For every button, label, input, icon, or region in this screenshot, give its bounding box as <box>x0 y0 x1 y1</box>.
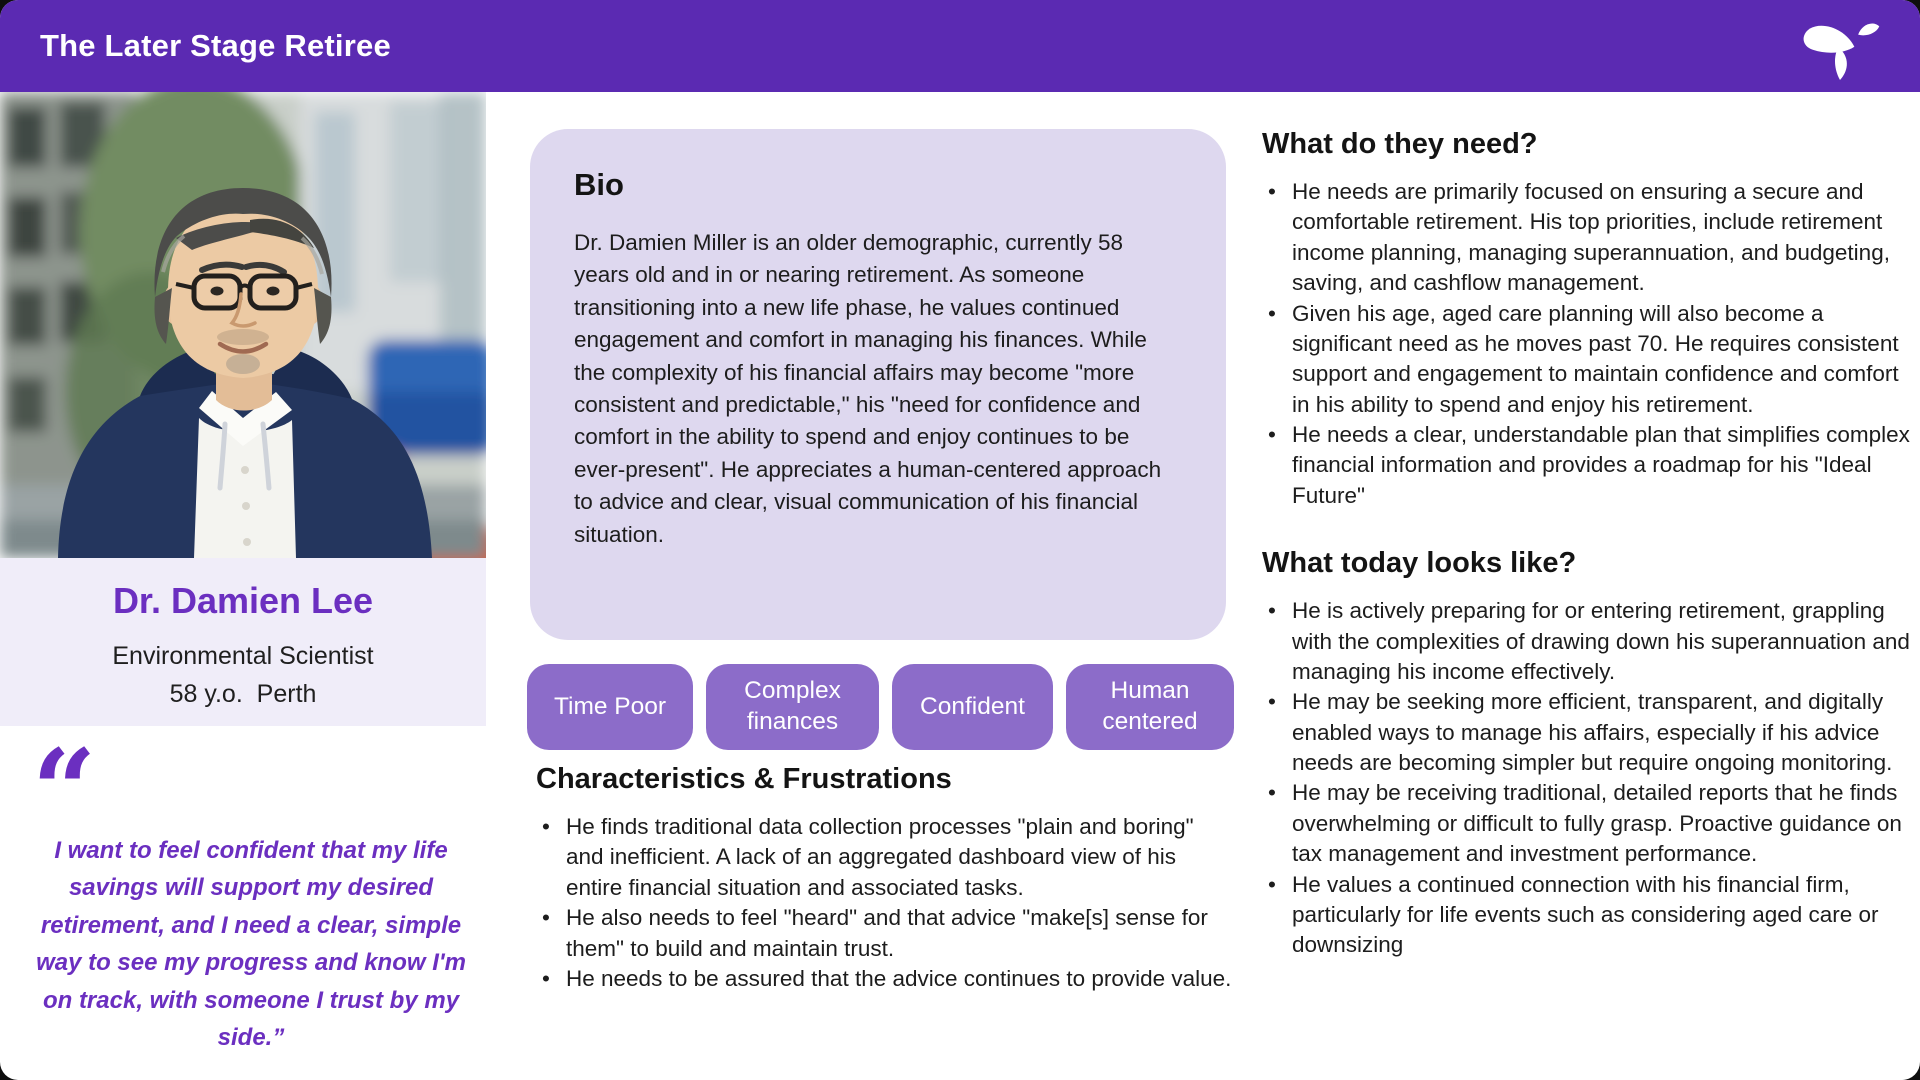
bio-title: Bio <box>574 167 624 202</box>
today-title: What today looks like? <box>1262 547 1577 580</box>
persona-tag: Time Poor <box>527 664 693 750</box>
quote-block <box>18 726 484 1057</box>
right-column <box>1262 128 1910 961</box>
characteristics-section <box>536 763 1236 994</box>
needs-item: • He needs a clear, understandable plan that simplifies complex financial information and provides a roadmap for his "Ideal Future" <box>1262 420 1910 511</box>
quote-text: I want to feel confident that my life savings will support my desired retirement, and I need a clear, simple way to see my progress and know I'm on track, with someone I trust by my side.” <box>36 837 466 1052</box>
characteristics-item: • He also needs to feel "heard" and that advice "make[s] sense for them" to build and maintain trust. <box>536 903 1236 964</box>
today-section <box>1262 547 1910 961</box>
header <box>0 0 1920 92</box>
today-item: • He values a continued connection with his financial firm, particularly for life events such as considering aged care or downsizing <box>1262 870 1910 961</box>
bio-text: Dr. Damien Miller is an older demographic, currently 58 years old and in or nearing retirement. As someone transitioning into a new life phase, he values continued engagement and comfort in managing his finances. While the complexity of his financial affairs may become "more consistent and predictable," his "need for confidence and comfort in the ability to spend and enjoy continues to be ever-present". He appreciates a human-centered approach to advice and clear, visual communication of his financial situation. <box>574 230 1162 547</box>
today-item: • He may be seeking more efficient, transparent, and digitally enabled ways to manage his affairs, especially if his advice needs are becoming simpler but require ongoing monitoring. <box>1262 687 1910 778</box>
persona-age-location: 58 y.o. Perth <box>169 679 317 708</box>
needs-title: What do they need? <box>1262 128 1538 160</box>
characteristics-item: • He finds traditional data collection processes "plain and boring" and inefficient. A lack of an aggregated dashboard view of his entire financial situation and associated tasks. <box>536 812 1236 903</box>
needs-item: • Given his age, aged care planning will also become a significant need as he moves past 70. He requires consistent support and engagement to maintain confidence and comfort in his ability to spend and enjoy his retirement. <box>1262 299 1910 421</box>
needs-item: • He needs are primarily focused on ensuring a secure and comfortable retirement. His top priorities, include retirement income planning, managing superannuation, and budgeting, saving, and cashflow management. <box>1262 177 1910 299</box>
today-item: • He is actively preparing for or entering retirement, grappling with the complexities of drawing down his superannuation and managing his income effectively. <box>1262 596 1910 687</box>
characteristics-list <box>536 812 1236 994</box>
persona-occupation: Environmental Scientist <box>112 642 374 670</box>
needs-section <box>1262 128 1910 511</box>
bio-card <box>530 129 1226 640</box>
characteristics-item: • He needs to be assured that the advice continues to provide value. <box>536 964 1236 994</box>
profile-photo <box>0 92 486 558</box>
persona-tag: Confident <box>892 664 1053 750</box>
profile-summary <box>0 558 486 726</box>
tag-list <box>527 664 1234 750</box>
brand-bird-logo-icon <box>1792 12 1888 80</box>
page-title: The Later Stage Retiree <box>40 28 391 63</box>
characteristics-title: Characteristics & Frustrations <box>536 763 952 795</box>
needs-list <box>1262 177 1910 511</box>
today-item: • He may be receiving traditional, detailed reports that he finds overwhelming or difficult to fully grasp. Proactive guidance on tax management and investment performance. <box>1262 778 1910 869</box>
today-list <box>1262 596 1910 961</box>
quote-mark-icon: “ <box>32 726 97 857</box>
persona-name: Dr. Damien Lee <box>112 580 374 621</box>
persona-tag: Human centered <box>1066 664 1234 750</box>
persona-tag: Complex finances <box>706 664 879 750</box>
